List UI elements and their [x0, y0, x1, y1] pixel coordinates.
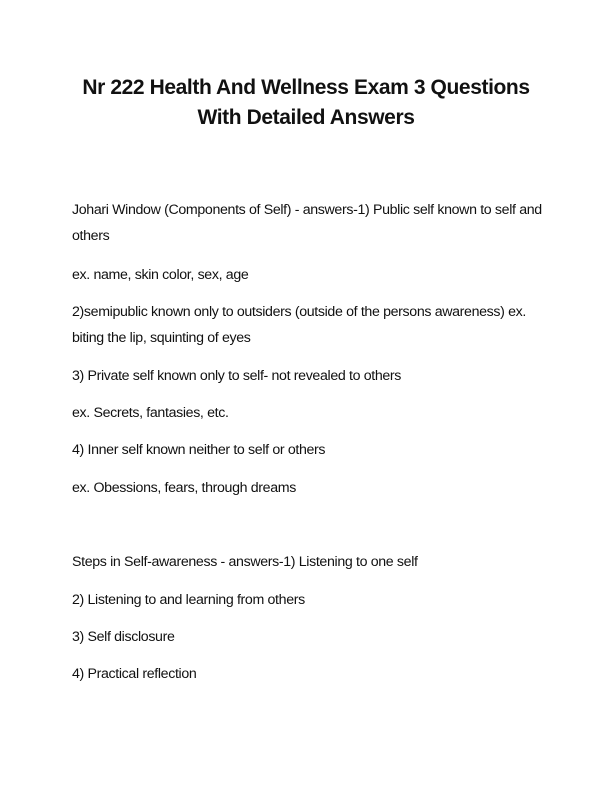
title-line-2: With Detailed Answers — [197, 106, 415, 129]
paragraph-self-awareness-steps: Steps in Self-awareness - answers-1) Listening to one self — [72, 554, 418, 570]
paragraph-inner-self-example: ex. Obessions, fears, through dreams — [72, 480, 296, 496]
paragraph-step-4: 4) Practical reflection — [72, 666, 197, 682]
paragraph-private-self: 3) Private self known only to self- not revealed to others — [72, 368, 402, 384]
paragraph-private-self-example: ex. Secrets, fantasies, etc. — [72, 405, 229, 421]
paragraph-inner-self: 4) Inner self known neither to self or others — [72, 442, 326, 458]
paragraph-step-2: 2) Listening to and learning from others — [72, 592, 305, 608]
paragraph-step-3: 3) Self disclosure — [72, 629, 175, 645]
paragraph-johari-window: Johari Window (Components of Self) - answers-1) Public self known to self and others — [72, 202, 542, 244]
document-title — [40, 73, 572, 133]
title-line-1: Nr 222 Health And Wellness Exam 3 Questions — [82, 76, 530, 99]
paragraph-semipublic-self: 2)semipublic known only to outsiders (outside of the persons awareness) ex. biting the lip, squinting of eyes — [72, 304, 527, 346]
paragraph-public-self-example: ex. name, skin color, sex, age — [72, 267, 249, 283]
